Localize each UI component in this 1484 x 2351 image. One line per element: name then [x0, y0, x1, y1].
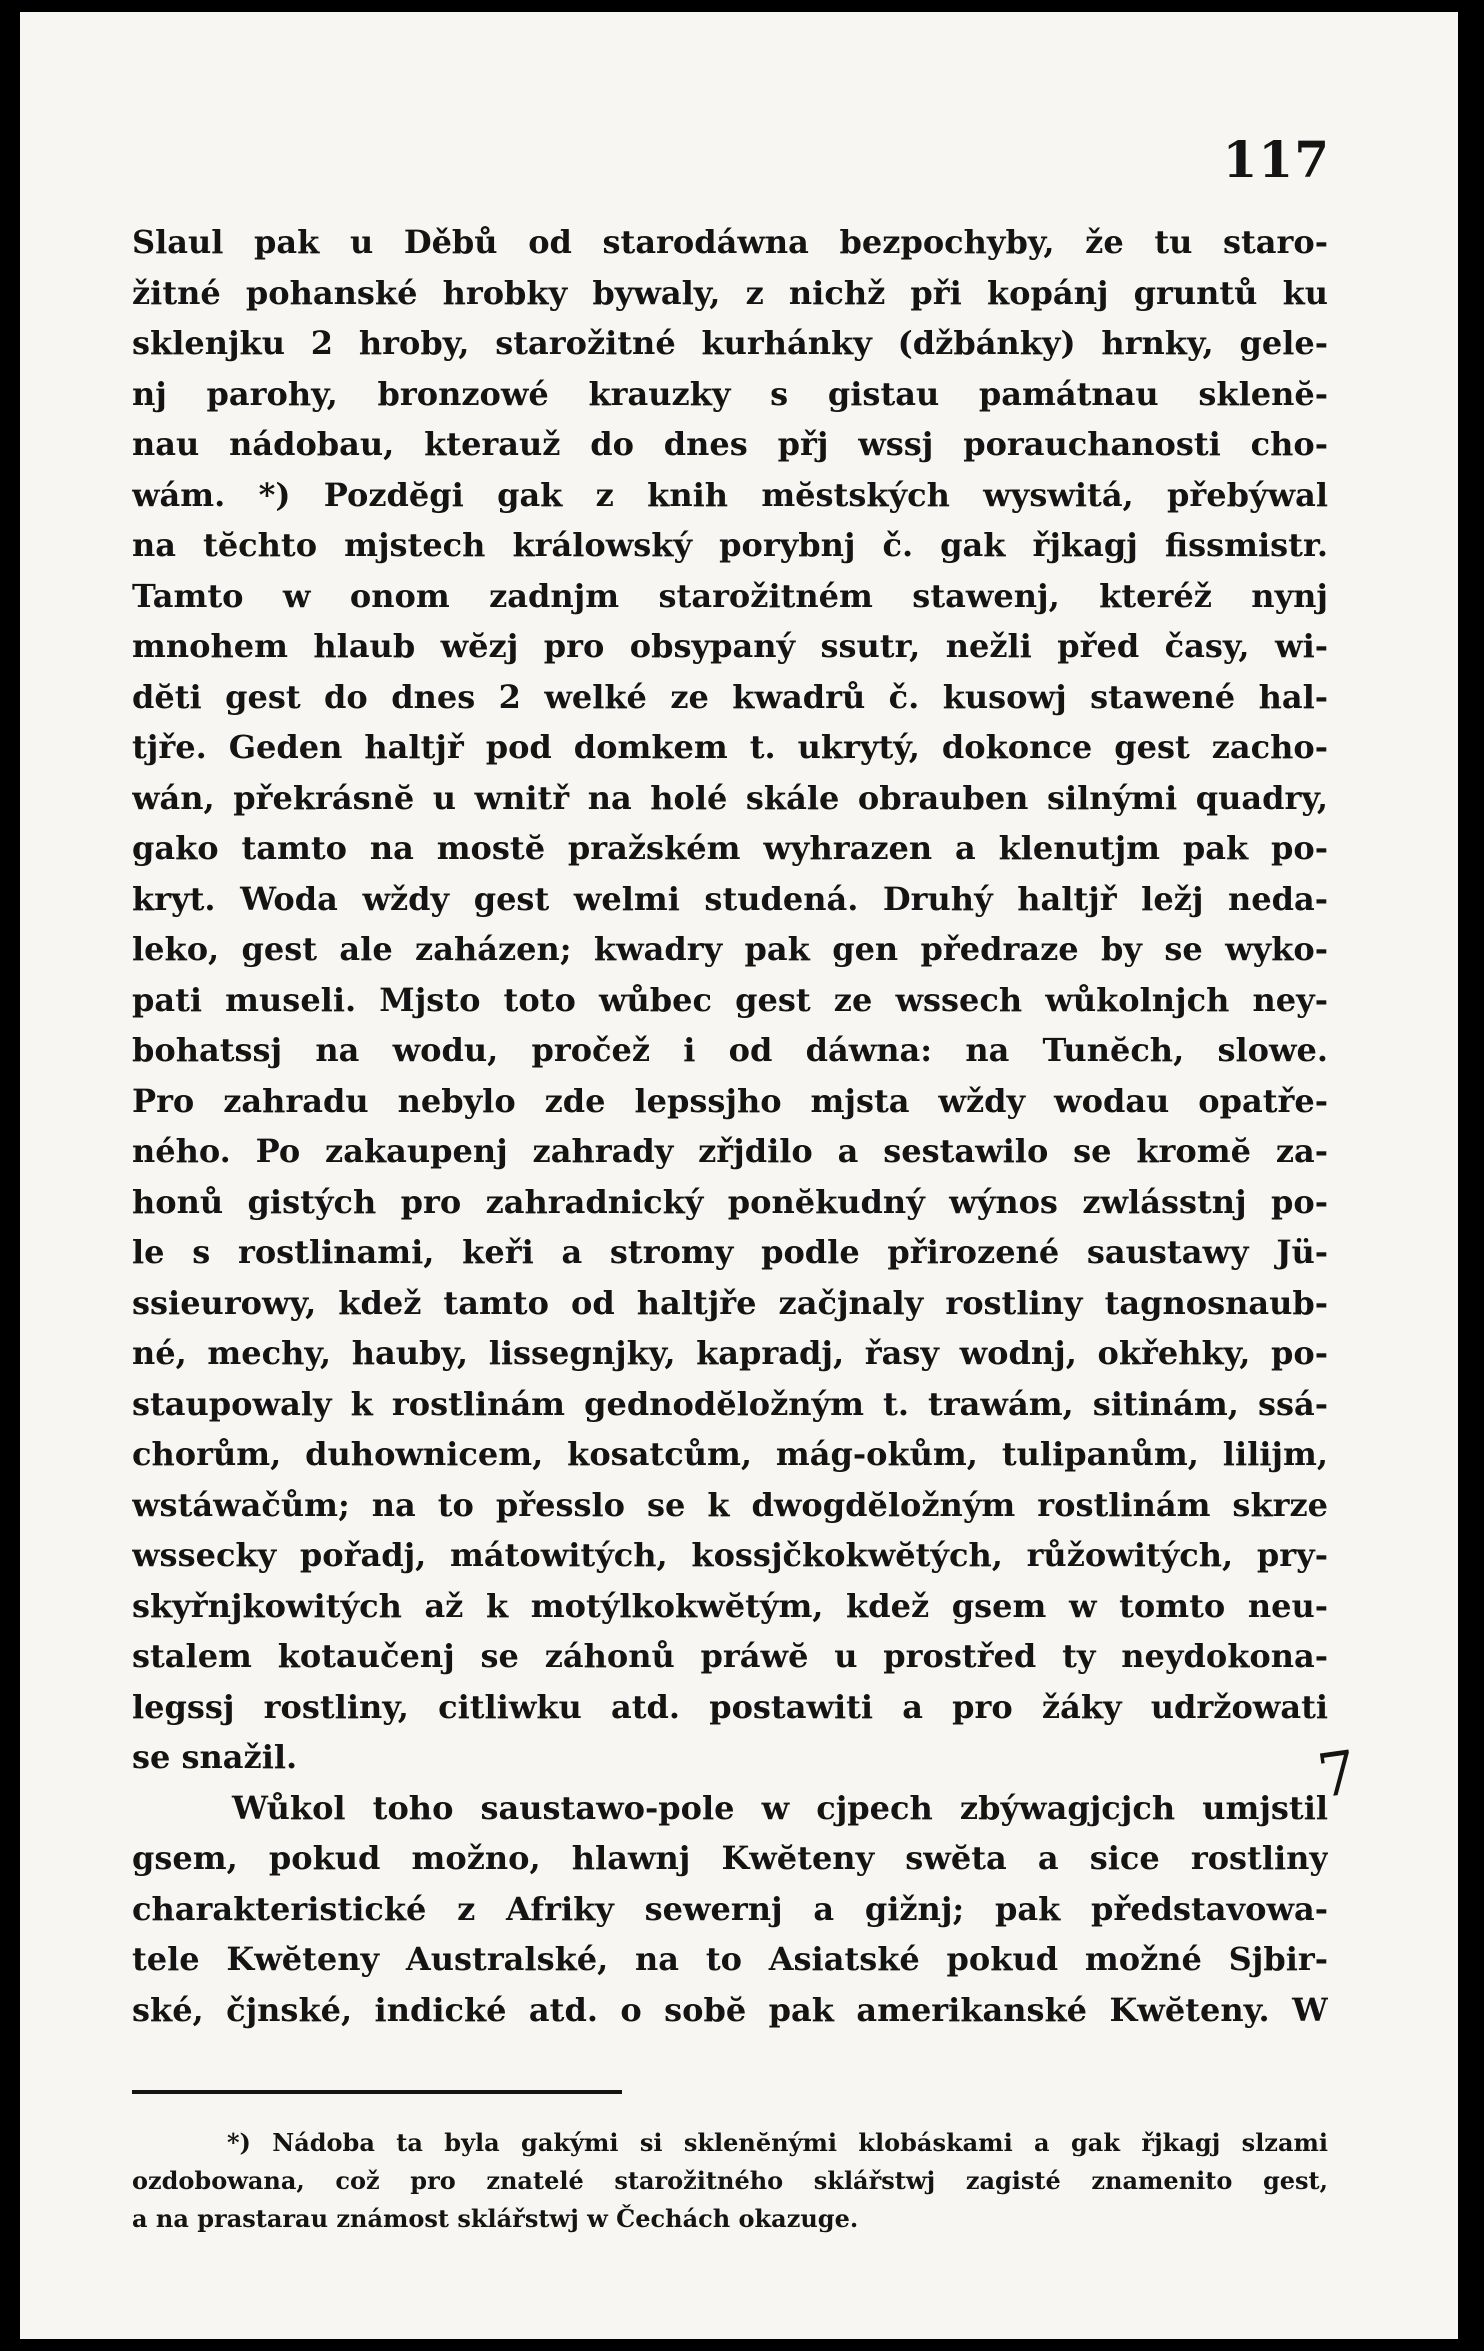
text-line: mnohem hlaub wĕzj pro obsypaný ssutr, nežli před časy, wi-: [132, 627, 1328, 665]
footnote-rule: [132, 2090, 622, 2094]
text-line: dĕti gest do dnes 2 welké ze kwadrů č. kusowj stawené hal-: [132, 677, 1328, 716]
body-text: [132, 217, 1328, 2035]
footnote-line: *) Nádoba ta byla gakými si sklenĕnými klobáskami a gak řjkagj slzami: [227, 2128, 1328, 2157]
text-line: leko, gest ale zaházen; kwadry pak gen předraze by se wyko-: [132, 930, 1328, 968]
text-line: gako tamto na mostĕ pražském wyhrazen a klenutjm pak po-: [132, 829, 1328, 867]
text-line: Wůkol toho saustawo-pole w cjpech zbýwagjcjch umjstil: [232, 1788, 1328, 1827]
footnote-line: ozdobowana, což pro znatelé starožitného sklářstwj zagisté znamenito gest,: [132, 2166, 1328, 2195]
footnotes: [132, 2124, 1328, 2238]
text-line: na tĕchto mjstech králowský porybnj č. gak řjkagj fissmistr.: [132, 526, 1328, 564]
text-line: kryt. Woda wždy gest welmi studená. Druhý haltjř ležj neda-: [132, 879, 1328, 918]
text-line: žitné pohanské hrobky bywaly, z nichž při kopánj gruntů ku: [132, 273, 1328, 312]
text-line: legssj rostliny, citliwku atd. postawiti a pro žáky udržowati: [132, 1687, 1328, 1726]
text-line: honů gistých pro zahradnický ponĕkudný wýnos zwlásstnj po-: [132, 1182, 1328, 1221]
footnote-line: a na prastarau známost sklářstwj w Čechách okazuge.: [132, 2204, 859, 2233]
text-line: ného. Po zakaupenj zahrady zřjdilo a sestawilo se kromĕ za-: [132, 1132, 1328, 1170]
text-line: stalem kotaučenj se záhonů práwĕ u prostřed ty neydokona-: [132, 1637, 1328, 1675]
text-line: charakteristické z Afriky sewernj a gižnj; pak představowa-: [132, 1889, 1328, 1928]
text-line: nau nádobau, kterauž do dnes přj wssj porauchanosti cho-: [132, 425, 1328, 463]
text-line: tele Kwĕteny Australské, na to Asiatské pokud možné Sjbir-: [132, 1940, 1328, 1978]
text-line: ské, čjnské, indické atd. o sobĕ pak amerikanské Kwĕteny. W: [132, 1990, 1328, 2029]
text-line: wssecky pořadj, mátowitých, kossjčkokwĕtých, růžowitých, pry-: [132, 1536, 1328, 1574]
handwritten-margin-mark: 7: [1313, 1737, 1361, 1813]
book-page: [20, 12, 1458, 2339]
text-line: chorům, duhownicem, kosatcům, mág-okům, tulipanům, lilijm,: [132, 1435, 1328, 1473]
text-line: se snažil.: [132, 1738, 298, 1776]
text-line: nj parohy, bronzowé krauzky s gistau památnau sklenĕ-: [132, 374, 1328, 413]
text-line: Pro zahradu nebylo zde lepssjho mjsta wždy wodau opatře-: [132, 1081, 1328, 1120]
text-line: bohatssj na wodu, pročež i od dáwna: na Tunĕch, slowe.: [132, 1031, 1328, 1069]
text-line: tjře. Geden haltjř pod domkem t. ukrytý, dokonce gest zacho-: [132, 728, 1328, 766]
text-line: ssieurowy, kdež tamto od haltjře začjnaly rostliny tagnosnaub-: [132, 1283, 1328, 1322]
page-number: 117: [1222, 130, 1330, 189]
text-line: wán, překrásnĕ u wnitř na holé skále obrauben silnými quadry,: [132, 778, 1328, 817]
text-line: pati museli. Mjsto toto wůbec gest ze wssech wůkolnjch ney-: [132, 980, 1328, 1019]
text-line: le s rostlinami, keři a stromy podle přirozené saustawy Jü-: [132, 1233, 1328, 1271]
text-line: wstáwačům; na to přesslo se k dwogdĕložným rostlinám skrze: [132, 1485, 1328, 1524]
text-line: skyřnjkowitých až k motýlkokwĕtým, kdež gsem w tomto neu-: [132, 1586, 1328, 1625]
text-line: staupowaly k rostlinám gednodĕložným t. trawám, sitinám, ssá-: [132, 1384, 1328, 1423]
text-line: wám. *) Pozdĕgi gak z knih mĕstských wyswitá, přebýwal: [132, 475, 1328, 514]
text-line: Tamto w onom zadnjm starožitném stawenj, kteréž nynj: [132, 576, 1328, 615]
text-line: né, mechy, hauby, lissegnjky, kapradj, řasy wodnj, okřehky, po-: [132, 1334, 1328, 1372]
text-line: sklenjku 2 hroby, starožitné kurhánky (džbánky) hrnky, gele-: [132, 324, 1328, 362]
text-line: Slaul pak u Děbů od starodáwna bezpochyby, že tu staro-: [132, 223, 1328, 261]
text-line: gsem, pokud možno, hlawnj Kwĕteny swĕta a sice rostliny: [132, 1839, 1328, 1877]
